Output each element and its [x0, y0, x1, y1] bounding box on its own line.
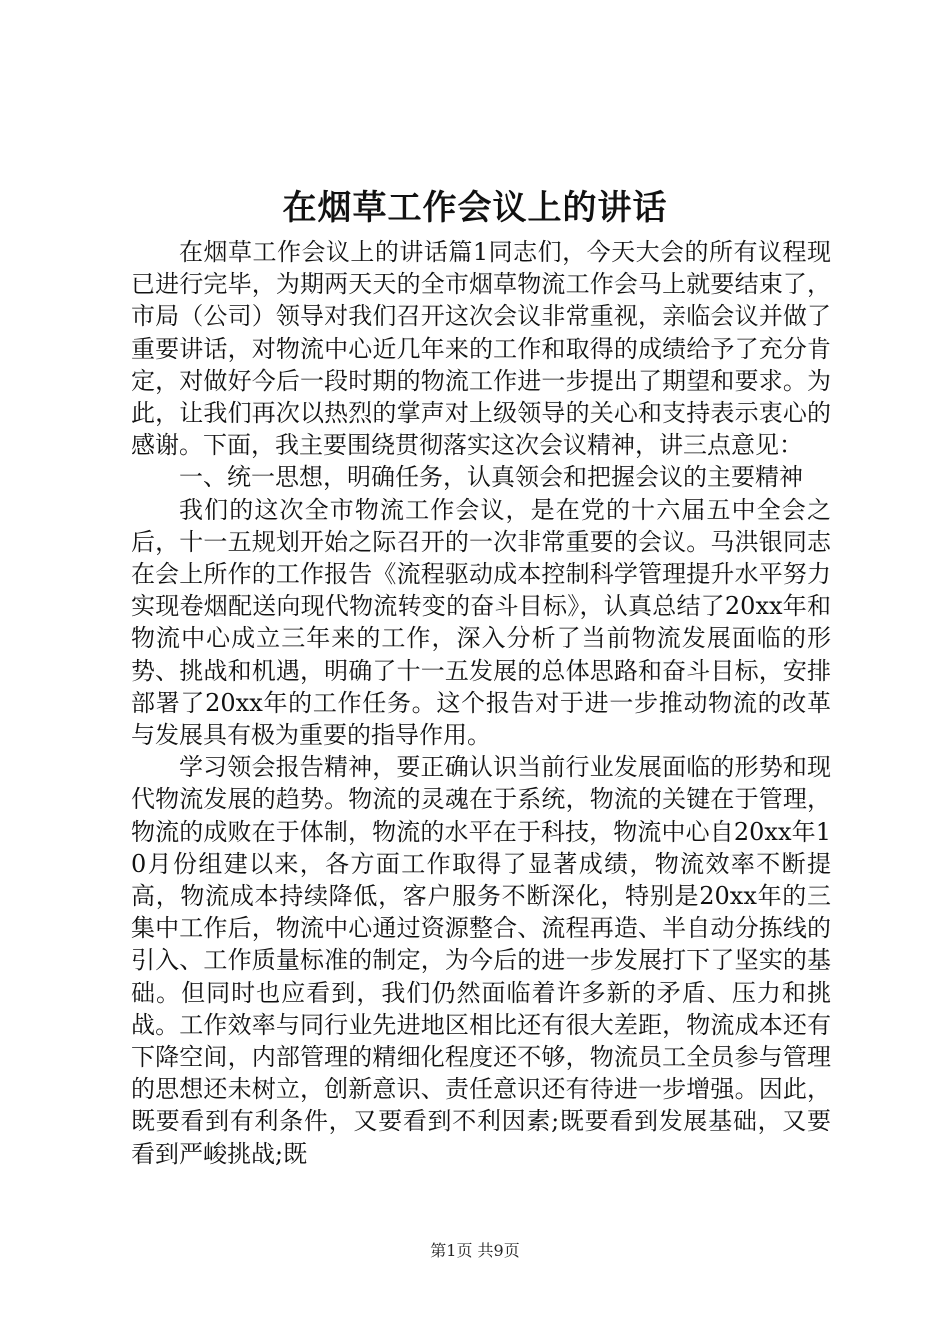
paragraph-section-heading: 一、统一思想，明确任务，认真领会和把握会议的主要精神 [179, 463, 803, 492]
paragraph-intro: 在烟草工作会议上的讲话篇1同志们，今天大会的所有议程现已进行完毕，为期两天天的全市烟草物流工作会马上就要结束了，市局（公司）领导对我们召开这次会议非常重视，亲临会议并做了重要讲话，对物流中心近几年来的工作和取得的成绩给予了充分肯定，对做好今后一段时期的物流工作进一步提出了期望和要求。为此，让我们再次以热烈的掌声对上级领导的关心和支持表示衷心的感谢。下面，我主要围绕贯彻落实这次会议精神，讲三点意见： [131, 238, 831, 460]
paragraph-meeting-summary: 我们的这次全市物流工作会议，是在党的十六届五中全会之后，十一五规划开始之际召开的一次非常重要的会议。马洪银同志在会上所作的工作报告《流程驱动成本控制科学管理提升水平努力实现卷烟配送向现代物流转变的奋斗目标》，认真总结了20xx年和物流中心成立三年来的工作，深入分析了当前物流发展面临的形势、挑战和机遇，明确了十一五发展的总体思路和奋斗目标，安排部署了20xx年的工作任务。这个报告对于进一步推动物流的改革与发展具有极为重要的指导作用。 [131, 495, 831, 750]
paragraph-report-study: 学习领会报告精神，要正确认识当前行业发展面临的形势和现代物流发展的趋势。物流的灵魂在于系统，物流的关键在于管理，物流的成败在于体制，物流的水平在于科技，物流中心自20xx年10月份组建以来，各方面工作取得了显著成绩，物流效率不断提高，物流成本持续降低，客户服务不断深化，特别是20xx年的三集中工作后，物流中心通过资源整合、流程再造、半自动分拣线的引入、工作质量标准的制定，为今后的进一步发展打下了坚实的基础。但同时也应看到，我们仍然面临着许多新的矛盾、压力和挑战。工作效率与同行业先进地区相比还有很大差距，物流成本还有下降空间，内部管理的精细化程度还不够，物流员工全员参与管理的思想还未树立，创新意识、责任意识还有待进一步增强。因此，既要看到有利条件，又要看到不利因素;既要看到发展基础，又要看到严峻挑战;既 [131, 753, 831, 1168]
page-number-footer: 第1页 共9页 [430, 1241, 520, 1260]
document-title: 在烟草工作会议上的讲话 [282, 188, 668, 228]
document-body [131, 236, 831, 1170]
